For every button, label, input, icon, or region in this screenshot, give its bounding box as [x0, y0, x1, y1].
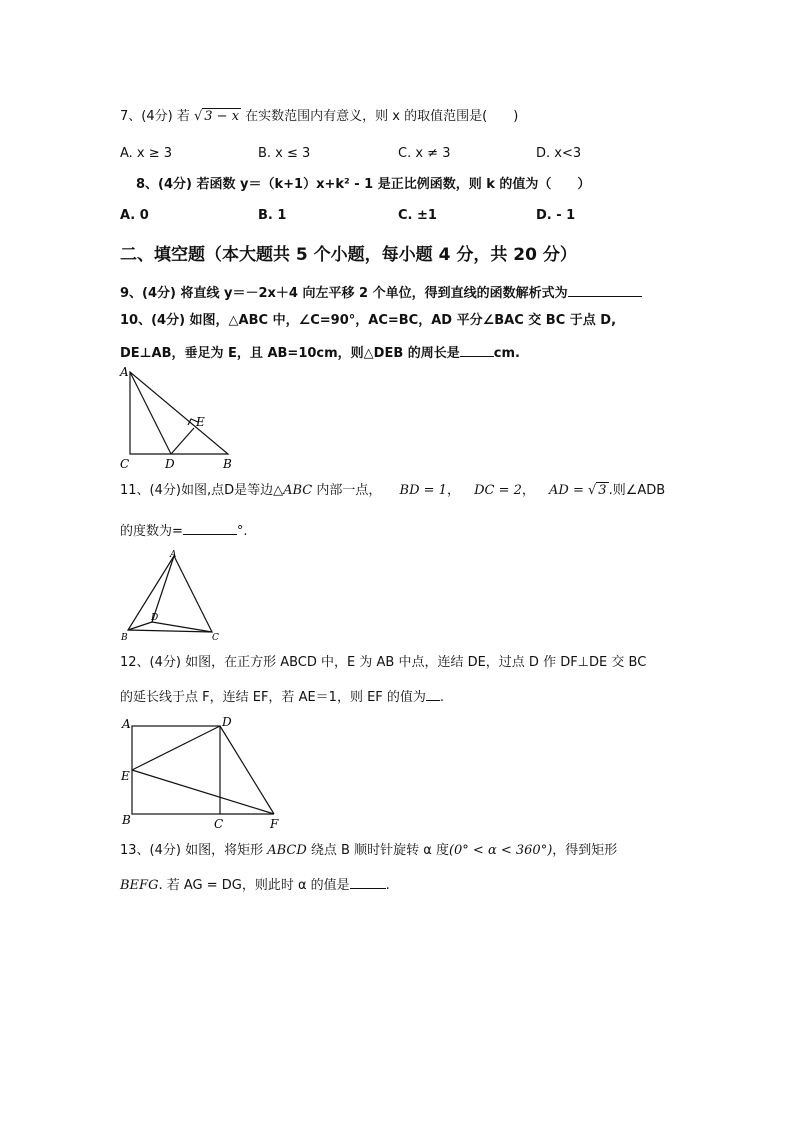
q11-answer-blank — [183, 520, 237, 535]
q13-answer-blank — [350, 874, 386, 889]
q13-rect-befg: BEFG — [120, 878, 159, 893]
q10-triangle-abc — [130, 372, 228, 454]
q12-segment-ef — [132, 770, 274, 814]
q11-line1-end: .则∠ADB — [608, 483, 666, 498]
q8-stem: 8、(4分) 若函数 y＝（k+1）x+k² - 1 是正比例函数，则 k 的值为（ ） — [136, 177, 591, 192]
q11-ad — [549, 483, 609, 498]
q11-line1: 11、(4分)如图,点D是等边△ABC 内部一点， BD = 1， DC = 2， AD = √ 3 .则∠ADB — [120, 483, 666, 498]
q11-label-b: B — [121, 633, 128, 643]
q11-ad-prefix: AD = — [549, 483, 588, 498]
q12-label-c: C — [214, 817, 224, 830]
q13-line1-prefix: 13、(4分) 如图，将矩形 — [120, 843, 268, 858]
q11-ad-sqrt: √ 3 — [588, 483, 607, 498]
q12-segment-de — [132, 726, 220, 770]
q10-segment-de — [171, 428, 194, 454]
q13-range: (0° < α < 360°) — [448, 843, 553, 858]
q12-label-a: A — [122, 717, 131, 731]
section-heading: 二、填空题（本大题共 5 个小题，每小题 4 分，共 20 分） — [120, 245, 577, 265]
q13-line2-suffix: . — [385, 878, 390, 893]
q12-square-abcd — [132, 726, 220, 814]
q7-sqrt: √ 3 − x — [193, 109, 240, 124]
q10-answer-blank — [460, 342, 494, 357]
q10-line2 — [120, 342, 520, 363]
q12-line2-text: 的延长线于点 F，连结 EF，若 AE＝1，则 EF 的值为 — [120, 690, 426, 705]
q12-label-f: F — [270, 817, 279, 830]
q10-label-b: B — [223, 457, 232, 471]
q11-bd: BD = 1 — [399, 483, 447, 498]
q7-option-b: B. x ≤ 3 — [258, 146, 311, 161]
q13-rect: ABCD — [267, 843, 307, 858]
q11-ad-radicand: 3 — [598, 483, 607, 498]
q8-option-d: D. - 1 — [536, 208, 576, 223]
q10-line2-suffix: cm. — [493, 346, 520, 361]
q13-line1-end: ，得到矩形 — [552, 843, 618, 858]
q13-line1 — [120, 842, 617, 860]
q12-figure — [118, 712, 288, 830]
q10-line2-text: DE⊥AB，垂足为 E，且 AB=10cm，则△DEB 的周长是 — [120, 346, 460, 361]
q7-suffix: 在实数范围内有意义，则 x 的取值范围是( ) — [245, 109, 519, 124]
q12-segment-df — [220, 726, 274, 814]
q11-label-d: D — [151, 613, 159, 623]
q11-label-c: C — [212, 633, 219, 643]
q7-option-a: A. x ≥ 3 — [120, 146, 173, 161]
q8-option-a: A. 0 — [120, 208, 149, 223]
q13-line2 — [120, 874, 390, 895]
q10-segment-ad — [130, 372, 171, 454]
q11-triangle: △ABC — [273, 483, 313, 498]
q11-dc: DC = 2 — [474, 483, 522, 498]
q13-line1-mid: 绕点 B 顺时针旋转 α 度 — [306, 843, 449, 858]
q9-answer-blank — [568, 282, 642, 297]
q13-line2-mid: . 若 AG = DG，则此时 α 的值是 — [158, 878, 350, 893]
q7-option-d: D. x<3 — [536, 146, 582, 161]
q9-text: 9、(4分) 将直线 y＝－2x＋4 向左平移 2 个单位，得到直线的函数解析式为 — [120, 286, 568, 301]
q11-line1-prefix: 11、(4分)如图,点D是等边 — [120, 483, 274, 498]
q12-line2-suffix: . — [439, 690, 445, 705]
q7-stem — [120, 108, 518, 126]
q7-radicand: 3 − x — [204, 109, 240, 124]
q7-option-c: C. x ≠ 3 — [398, 146, 451, 161]
q11-figure — [118, 548, 224, 644]
q11-line2-suffix: °. — [236, 524, 248, 539]
q12-answer-blank — [426, 686, 440, 701]
q7-prefix: 7、(4分) 若 — [120, 109, 190, 124]
q10-label-e: E — [196, 415, 205, 429]
q10-line1: 10、(4分) 如图，△ABC 中，∠C=90°，AC=BC，AD 平分∠BAC 交 BC 于点 D, — [120, 313, 617, 328]
q11-line1-mid: 内部一点， — [312, 483, 382, 498]
q12-label-e: E — [121, 769, 130, 783]
q12-line1: 12、(4分) 如图，在正方形 ABCD 中，E 为 AB 中点，连结 DE，过点 D 作 DF⊥DE 交 BC — [120, 655, 647, 670]
q10-label-d: D — [165, 457, 175, 471]
q12-label-d: D — [222, 715, 232, 729]
q10-figure — [116, 364, 246, 472]
q8-option-c: C. ±1 — [398, 208, 437, 223]
q9-stem — [120, 282, 642, 303]
q11-label-a: A — [170, 550, 177, 560]
q12-line2 — [120, 686, 444, 707]
q10-label-a: A — [120, 365, 129, 379]
q11-line2-text: 的度数为= — [120, 524, 183, 539]
q11-line2 — [120, 520, 248, 541]
q12-label-b: B — [122, 813, 131, 827]
q8-option-b: B. 1 — [258, 208, 287, 223]
q10-label-c: C — [120, 457, 130, 471]
